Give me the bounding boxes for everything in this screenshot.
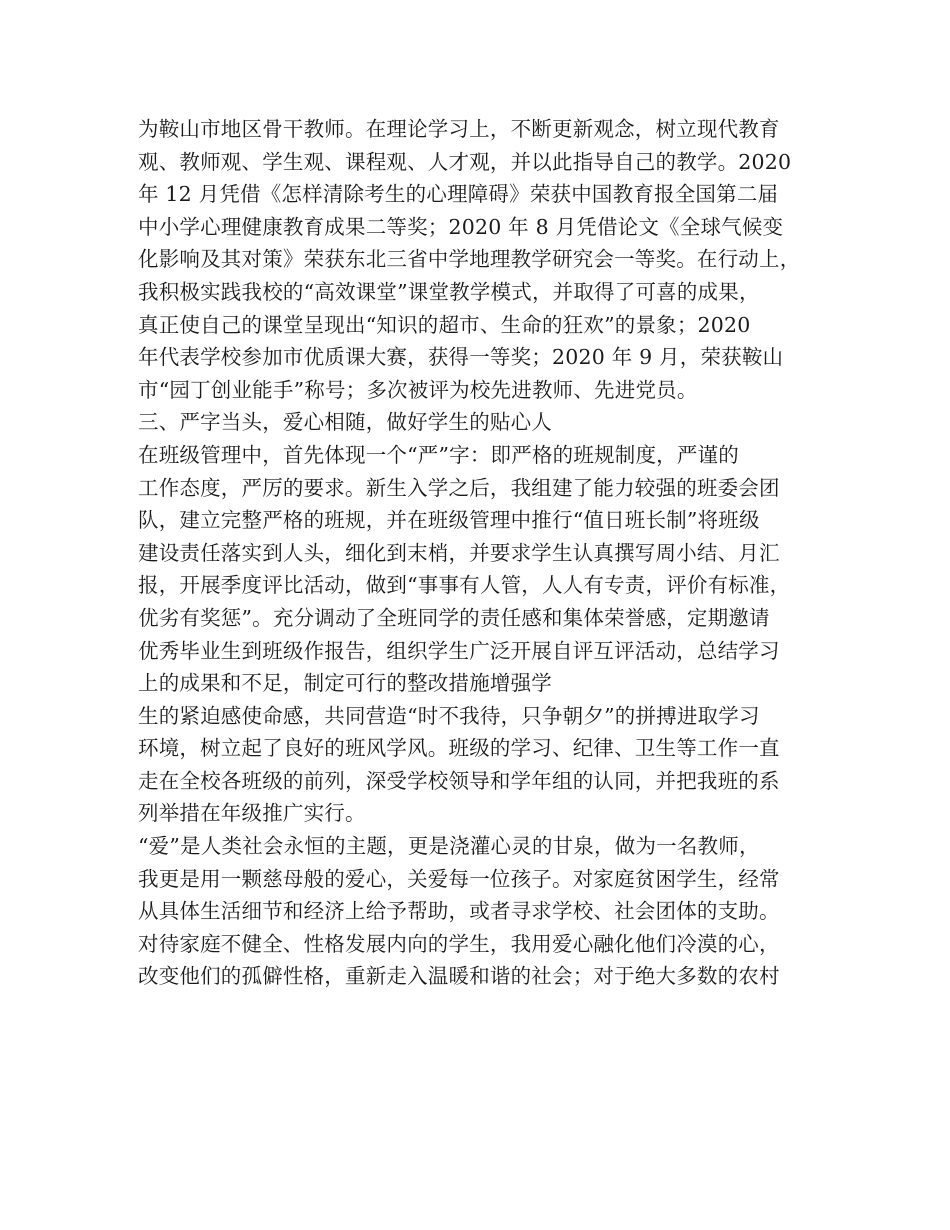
text-line: 从具体生活细节和经济上给予帮助，或者寻求学校、社会团体的支助。 <box>138 899 780 924</box>
text-line: 优秀毕业生到班级作报告，组织学生广泛开展自评互评活动，总结学习 <box>138 638 780 663</box>
text-line: 对待家庭不健全、性格发展内向的学生，我用爱心融化他们冷漠的心， <box>138 931 780 956</box>
text-line: 列举措在年级推广实行。 <box>138 801 366 826</box>
text-line: 市“园丁创业能手”称号；多次被评为校先进教师、先进党员。 <box>138 377 698 402</box>
text-line: 工作态度，严厉的要求。新生入学之后，我组建了能力较强的班委会团 <box>138 475 780 500</box>
text-line: 年 12 月凭借《怎样清除考生的心理障碍》荣获中国教育报全国第二届 <box>138 182 779 207</box>
text-line: 上的成果和不足，制定可行的整改措施增强学 <box>138 671 552 696</box>
section-heading: 三、严字当头，爱心相随，做好学生的贴心人 <box>138 410 552 435</box>
text-line: 环境，树立起了良好的班风学风。班级的学习、纪律、卫生等工作一直 <box>138 736 780 761</box>
text-line: 改变他们的孤僻性格，重新走入温暖和谐的社会；对于绝大多数的农村 <box>138 964 780 989</box>
text-line: 我更是用一颗慈母般的爱心，关爱每一位孩子。对家庭贫困学生，经常 <box>138 866 780 891</box>
text-line: 建设责任落实到人头，细化到末梢，并要求学生认真撰写周小结、月汇 <box>138 540 780 565</box>
text-line: “爱”是人类社会永恒的主题，更是浇灌心灵的甘泉，做为一名教师， <box>138 834 760 859</box>
text-line: 走在全校各班级的前列，深受学校领导和学年组的认同，并把我班的系 <box>138 768 780 793</box>
text-line: 为鞍山市地区骨干教师。在理论学习上，不断更新观念，树立现代教育 <box>138 117 780 141</box>
text-line: 真正使自己的课堂呈现出“知识的超市、生命的狂欢”的景象；2020 <box>138 312 751 337</box>
text-line: 年代表学校参加市优质课大赛，获得一等奖；2020 年 9 月，荣获鞍山 <box>138 345 784 370</box>
text-line: 优劣有奖惩”。充分调动了全班同学的责任感和集体荣誉感，定期邀请 <box>138 605 770 630</box>
text-line: 生的紧迫感使命感，共同营造“时不我待，只争朝夕”的拼搏进取学习 <box>138 703 760 728</box>
text-line: 中小学心理健康教育成果二等奖；2020 年 8 月凭借论文《全球气候变 <box>138 214 784 239</box>
text-line: 报，开展季度评比活动，做到“事事有人管，人人有专责，评价有标准， <box>138 573 791 598</box>
text-line: 队，建立完整严格的班规，并在班级管理中推行“值日班长制”将班级 <box>138 508 760 533</box>
text-line: 在班级管理中，首先体现一个“严”字：即严格的班规制度，严谨的 <box>138 442 739 467</box>
document-body <box>138 113 828 993</box>
text-line: 观、教师观、学生观、课程观、人才观，并以此指导自己的教学。2020 <box>138 149 792 174</box>
text-line: 化影响及其对策》荣获东北三省中学地理教学研究会一等奖。在行动上， <box>138 247 801 272</box>
text-line: 我积极实践我校的“高效课堂”课堂教学模式，并取得了可喜的成果， <box>138 279 760 304</box>
